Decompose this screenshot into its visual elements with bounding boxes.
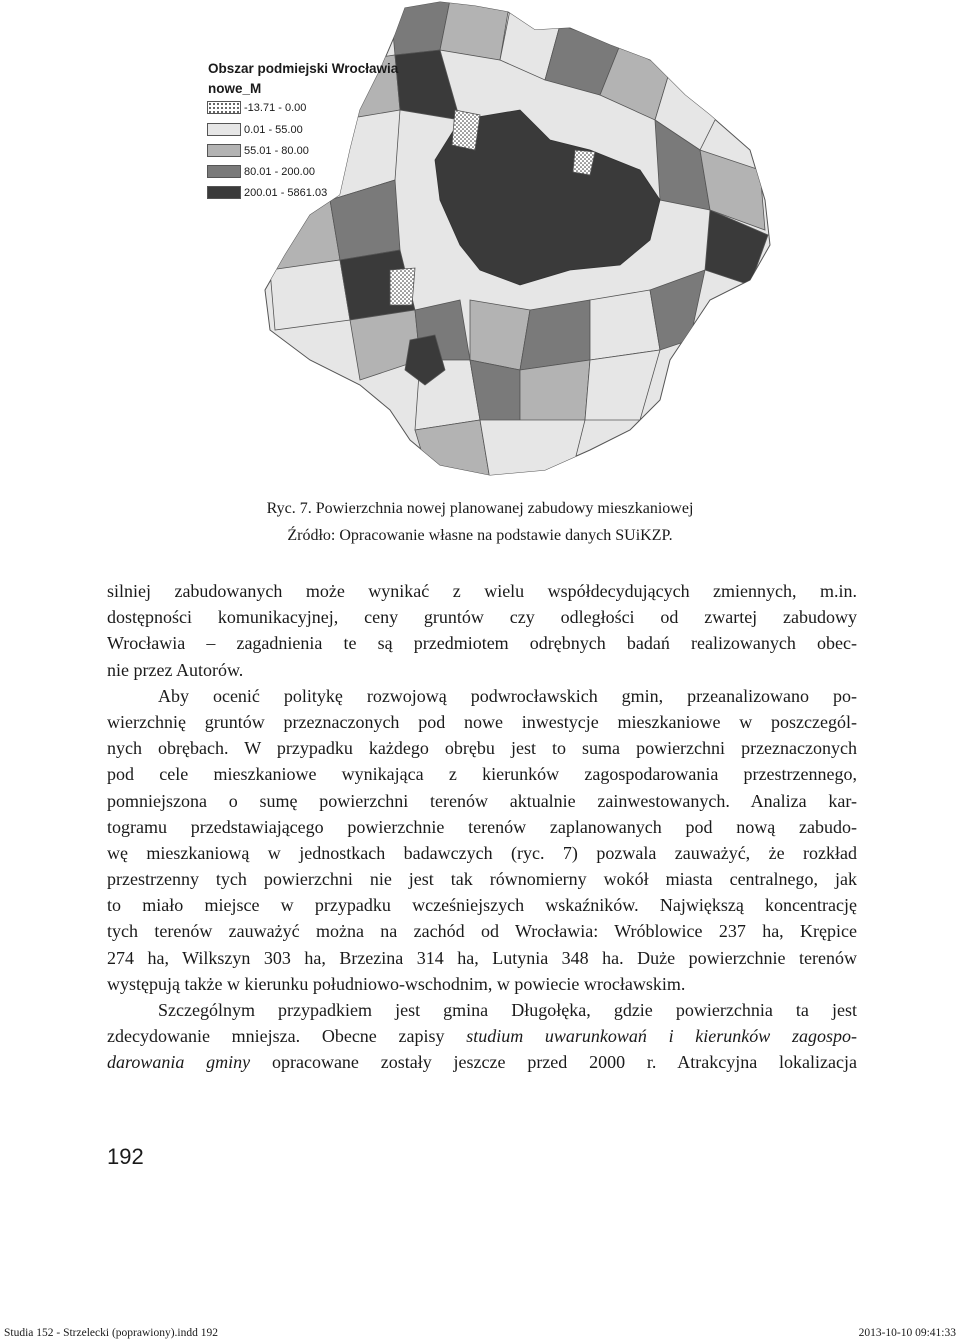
legend-label: 55.01 - 80.00 bbox=[244, 144, 309, 157]
legend-item bbox=[207, 185, 327, 200]
text-line: wierzchnię gruntów przeznaczonych pod nowe inwestycje mieszkaniowe w poszczegól- bbox=[107, 711, 857, 732]
footer-timestamp: 2013-10-10 09:41:33 bbox=[858, 1327, 956, 1339]
text-line: przestrzenny tych powierzchni nie jest tak równomierny wokół miasta centralnego, jak bbox=[107, 869, 857, 890]
page-number: 192 bbox=[107, 1144, 144, 1169]
text-line bbox=[107, 1049, 857, 1075]
text-line: dostępności komunikacyjnej, ceny gruntów czy odległości od zwartej zabudowy bbox=[107, 607, 857, 628]
text-line: występują także w kierunku południowo-wschodnim, w powiecie wrocławskim. bbox=[107, 973, 686, 994]
legend-item bbox=[207, 122, 303, 137]
legend-item bbox=[207, 100, 306, 115]
italic-title: studium uwarunkowań i kierunków zagospo- bbox=[466, 1026, 857, 1047]
legend-item bbox=[207, 143, 309, 158]
legend-swatch bbox=[207, 144, 241, 157]
text-line: pod cele mieszkaniowe wynikająca z kierunków zagospodarowania przestrzennego, bbox=[107, 764, 857, 785]
text-line: Aby ocenić politykę rozwojową podwrocławskich gmin, przeanalizowano po- bbox=[158, 685, 857, 706]
body-text bbox=[107, 578, 857, 1076]
legend-label: 0.01 - 55.00 bbox=[244, 123, 303, 136]
text-line: nie przez Autorów. bbox=[107, 659, 244, 680]
legend-field-name: nowe_M bbox=[208, 81, 262, 96]
legend-swatch-dotted bbox=[207, 101, 241, 114]
footer-file-info: Studia 152 - Strzelecki (poprawiony).indd 192 bbox=[4, 1327, 218, 1339]
figure-source: Źródło: Opracowanie własne na podstawie danych SUiKZP. bbox=[287, 527, 673, 544]
text-line bbox=[107, 1023, 857, 1049]
legend-title: Obszar podmiejski Wrocławia bbox=[208, 61, 399, 76]
legend-label: 200.01 - 5861.03 bbox=[244, 186, 328, 199]
italic-title: darowania gminy bbox=[107, 1052, 251, 1073]
text-line: Szczególnym przypadkiem jest gmina Długołęka, gdzie powierzchnia ta jest bbox=[158, 1000, 857, 1020]
figure-caption: Ryc. 7. Powierzchnia nowej planowanej zabudowy mieszkaniowej bbox=[266, 500, 694, 517]
text-line: 274 ha, Wilkszyn 303 ha, Brzezina 314 ha, Lutynia 348 ha. Duże powierzchnie terenów bbox=[107, 947, 857, 968]
text-line: pomniejszona o sumę powierzchni terenów aktualnie zainwestowanych. Analiza kar- bbox=[107, 790, 857, 811]
text-run: opracowane zostały jeszcze przed 2000 r. Atrakcyjna lokalizacja bbox=[250, 1052, 857, 1073]
text-line: tych terenów zauważyć można na zachód od Wrocławia: Wróblowice 237 ha, Krępice bbox=[107, 921, 857, 942]
legend-label: -13.71 - 0.00 bbox=[244, 101, 307, 114]
text-run: zdecydowanie mniejsza. Obecne zapisy bbox=[107, 1026, 445, 1047]
legend-swatch bbox=[207, 165, 241, 178]
text-line: Wrocławia – zagadnienia te są przedmiotem odrębnych badań realizowanych obec- bbox=[107, 633, 857, 654]
legend-swatch bbox=[207, 186, 241, 199]
text-line: togramu przedstawiającego powierzchnie terenów zaplanowanych pod nową zabudo- bbox=[107, 816, 857, 837]
text-line: nych obrębach. W przypadku każdego obrębu jest to suma powierzchni przeznaczonych bbox=[107, 738, 857, 759]
legend-item bbox=[207, 164, 315, 179]
text-line: to miało miejsce w przypadku wcześniejszych wskaźników. Największą koncentrację bbox=[107, 895, 857, 916]
legend-swatch bbox=[207, 123, 241, 136]
text-line: wę mieszkaniową w jednostkach badawczych (ryc. 7) pozwala zauważyć, że rozkład bbox=[107, 842, 857, 863]
text-line: silniej zabudowanych może wynikać z wielu współdecydujących zmiennych, m.in. bbox=[107, 581, 857, 601]
legend-label: 80.01 - 200.00 bbox=[244, 165, 315, 178]
